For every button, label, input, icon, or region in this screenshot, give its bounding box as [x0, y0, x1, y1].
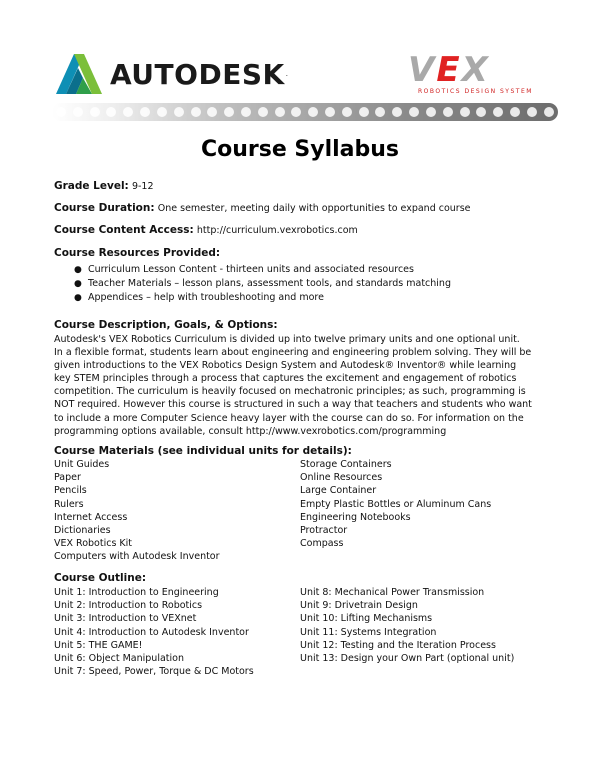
list-item: Online Resources: [300, 472, 383, 484]
outline-heading: Course Outline:: [54, 572, 147, 584]
materials-list-left: [54, 458, 220, 564]
list-item: Rulers: [54, 498, 84, 510]
list-item: Unit 3: Introduction to VEXnet: [54, 613, 197, 625]
list-item: Unit 12: Testing and the Iteration Process: [300, 639, 496, 651]
list-item: Unit 13: Design your Own Part (optional unit): [300, 653, 515, 665]
header-divider-bar: [52, 103, 558, 121]
list-item: Unit 5: THE GAME!: [54, 639, 143, 651]
list-item: Compass: [300, 538, 344, 550]
list-item: Large Container: [300, 485, 377, 497]
content-access-row: [54, 224, 358, 237]
list-item: Protractor: [300, 525, 348, 537]
list-item: Paper: [54, 472, 81, 484]
list-item: Unit 7: Speed, Power, Torque & DC Motors: [54, 666, 254, 678]
page-title: Course Syllabus: [200, 137, 400, 162]
list-item: Unit 11: Systems Integration: [300, 626, 437, 638]
list-item: Computers with Autodesk Inventor: [54, 551, 220, 563]
list-item: Unit 9: Drivetrain Design: [300, 600, 418, 612]
list-item: ● Curriculum Lesson Content - thirteen units and associated resources: [74, 264, 414, 275]
list-item: Empty Plastic Bottles or Aluminum Cans: [300, 498, 492, 510]
list-item: Dictionaries: [54, 525, 111, 537]
resources-heading: Course Resources Provided:: [54, 247, 221, 259]
list-item: Pencils: [54, 485, 87, 497]
description-heading: Course Description, Goals, & Options:: [54, 319, 278, 331]
list-item: ● Appendices – help with troubleshooting and more: [74, 292, 324, 303]
materials-list-right: [300, 458, 491, 550]
autodesk-a-icon: [56, 54, 102, 94]
list-item: VEX Robotics Kit: [54, 538, 133, 550]
vex-tagline: ROBOTICS DESIGN SYSTEM: [418, 88, 533, 95]
list-item: Unit 1: Introduction to Engineering: [54, 587, 219, 598]
list-item: Unit 10: Lifting Mechanisms: [300, 613, 433, 625]
course-duration-row: [54, 202, 471, 215]
list-item: Internet Access: [54, 511, 128, 523]
content-access-label: Course Content Access:: [54, 224, 194, 236]
autodesk-logo: [56, 52, 288, 96]
vex-wordmark: VEX: [408, 50, 490, 90]
grade-level-value: 9-12: [131, 181, 154, 192]
description-paragraph: Autodesk's VEX Robotics Curriculum is divided up into twelve primary units and one optional unit. In a flexible format, students learn about engineering and engineering problem solving. They will be given introductions to the VEX Robotics Design System and Autodesk® Inventor® while learning key STEM principles through a process that captures the excitement and engagement of robotics competition. The curriculum is heavily focused on mechatronic principles; as such, programming is NOT required. However this course is structured in such a way that teachers and students who want to include a more Computer Science heavy layer with the course can do so. For information on the programming options available, consult http://www.vexrobotics.com/programming: [54, 334, 532, 437]
list-item: Unit 6: Object Manipulation: [54, 653, 184, 665]
course-duration-value: One semester, meeting daily with opportunities to expand course: [157, 203, 471, 214]
resources-list: [74, 263, 451, 305]
grade-level-label: Grade Level:: [54, 180, 129, 192]
list-item: Engineering Notebooks: [300, 511, 411, 523]
content-access-link[interactable]: http://curriculum.vexrobotics.com: [196, 225, 358, 236]
course-duration-label: Course Duration:: [54, 202, 155, 214]
list-item: Storage Containers: [300, 459, 392, 470]
grade-level-row: [54, 180, 154, 193]
list-item: Unit Guides: [54, 459, 110, 470]
list-item: ● Teacher Materials – lesson plans, assessment tools, and standards matching: [74, 278, 451, 289]
list-item: Unit 8: Mechanical Power Transmission: [300, 587, 485, 598]
list-item: Unit 4: Introduction to Autodesk Inventor: [54, 626, 249, 638]
vex-logo: [404, 52, 544, 98]
outline-list-left: [54, 586, 254, 678]
autodesk-trademark: .: [285, 70, 288, 78]
materials-heading: Course Materials (see individual units for details):: [54, 445, 352, 457]
outline-list-right: [300, 586, 514, 665]
autodesk-wordmark: AUTODESK: [110, 57, 285, 91]
list-item: Unit 2: Introduction to Robotics: [54, 600, 203, 612]
